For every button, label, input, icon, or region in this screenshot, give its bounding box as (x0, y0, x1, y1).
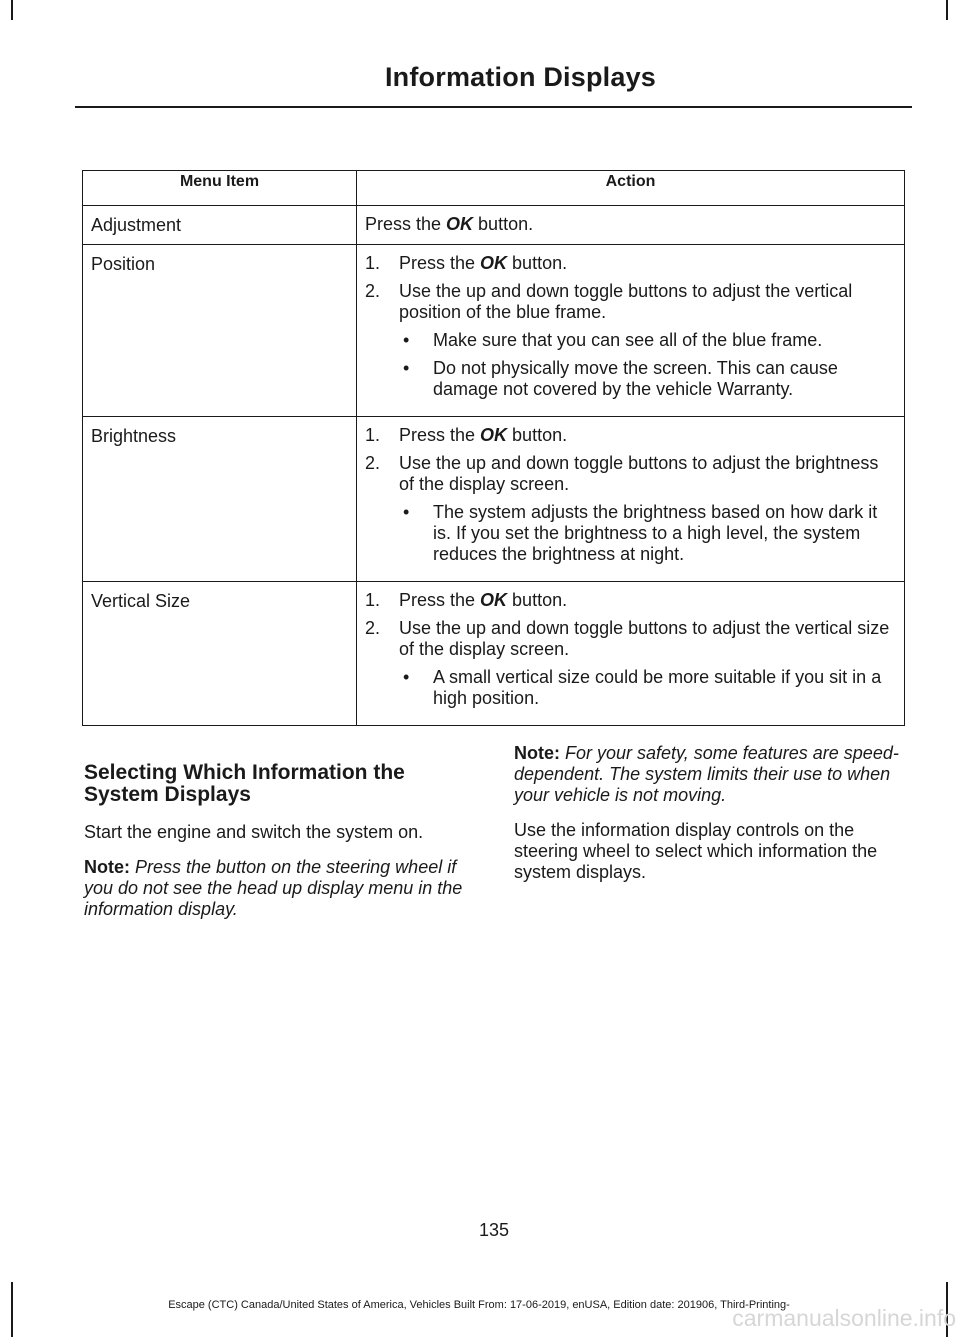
ok-key: OK (480, 425, 508, 445)
bullet-item: • A small vertical size could be more suitable if you sit in a high position. (403, 667, 882, 708)
ok-key: OK (480, 590, 508, 610)
bullet-item: • Do not physically move the screen. This can cause damage not covered by the vehicle Warranty. (403, 358, 838, 399)
page-title: Information Displays (384, 62, 656, 92)
menu-item-cell: Position (83, 245, 357, 417)
note-paragraph: Note: For your safety, some features are speed-dependent. The system limits their use to when your vehicle is not moving. (514, 743, 899, 805)
ok-key: OK (446, 214, 474, 234)
header-rule (75, 106, 912, 108)
ok-key: OK (480, 253, 508, 273)
crop-mark (11, 0, 13, 20)
watermark: carmanualsonline.info (732, 1305, 956, 1331)
bullet-item: • The system adjusts the brightness based on how dark it is. If you set the brightness to a high level, the system reduces the brightness at night. (403, 502, 878, 564)
table-row (83, 582, 905, 726)
note-paragraph: Note: Press the button on the steering wheel if you do not see the head up display menu in the information display. (84, 857, 463, 919)
right-column (514, 743, 909, 897)
table-row (83, 417, 905, 582)
section-heading: Selecting Which Information the System Displays (84, 761, 405, 806)
left-column (84, 762, 479, 934)
menu-item-header: Menu Item (83, 171, 357, 206)
body-paragraph: Use the information display controls on the steering wheel to select which information the system displays. (514, 820, 878, 882)
menu-item-cell: Vertical Size (83, 582, 357, 726)
menu-item-cell: Adjustment (83, 206, 357, 245)
menu-table (82, 170, 905, 726)
step: 2. Use the up and down toggle buttons to adjust the vertical position of the blue frame. (365, 281, 853, 322)
menu-item-cell: Brightness (83, 417, 357, 582)
action-cell (357, 245, 905, 417)
step: 1. Press the OK button. (365, 425, 568, 445)
step: 2. Use the up and down toggle buttons to adjust the vertical size of the display screen. (365, 618, 890, 659)
table-row (83, 245, 905, 417)
page-number: 135 (478, 1220, 510, 1240)
edition-footer: Escape (CTC) Canada/United States of America, Vehicles Built From: 17-06-2019, enUSA, Edition date: 201906, Third-Printing- (168, 1299, 790, 1311)
action-cell (357, 582, 905, 726)
table-header-row (83, 171, 905, 206)
bullet-item: • Make sure that you can see all of the blue frame. (403, 330, 823, 350)
crop-mark (946, 0, 948, 20)
step: 1. Press the OK button. (365, 253, 568, 273)
action-cell: Press the OK button. (357, 206, 905, 245)
action-cell (357, 417, 905, 582)
table-row (83, 206, 905, 245)
step: 1. Press the OK button. (365, 590, 568, 610)
action-header: Action (357, 171, 905, 206)
step: 2. Use the up and down toggle buttons to adjust the brightness of the display screen. (365, 453, 879, 494)
intro-paragraph: Start the engine and switch the system on. (84, 822, 424, 842)
